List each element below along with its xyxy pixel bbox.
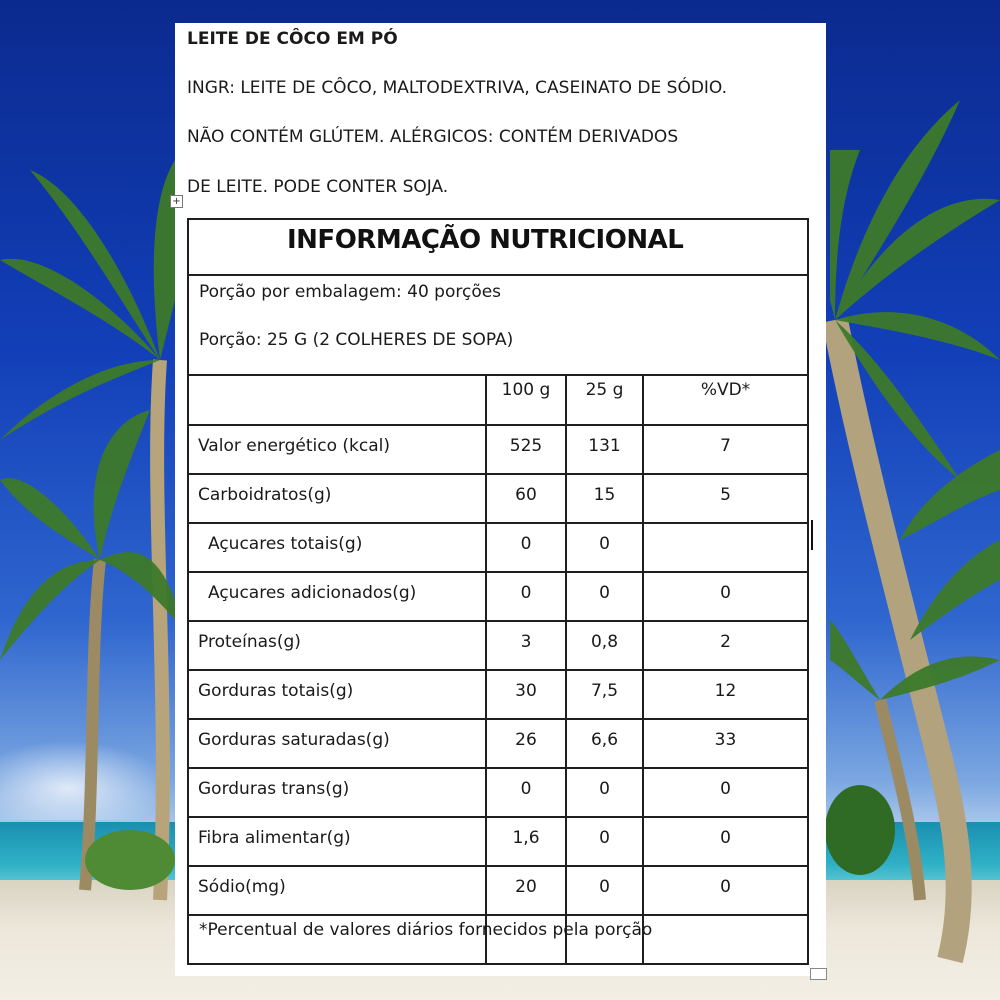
nutrition-title: INFORMAÇÃO NUTRICIONAL: [287, 225, 684, 255]
nutrient-name: Carboidratos(g): [189, 474, 486, 523]
nutrient-grid: [189, 376, 807, 965]
nutrient-name: Gorduras totais(g): [189, 670, 486, 719]
nutrient-name: Proteínas(g): [189, 621, 486, 670]
table-row: [189, 572, 807, 621]
table-row: [189, 719, 807, 768]
value-vd: 12: [643, 670, 807, 719]
value-vd: 0: [643, 817, 807, 866]
nutrient-name: Gorduras saturadas(g): [189, 719, 486, 768]
value-25g: 0: [566, 866, 643, 915]
value-vd: [643, 523, 807, 572]
value-vd: 0: [643, 572, 807, 621]
value-100g: 30: [486, 670, 566, 719]
portion-info: [189, 276, 807, 376]
table-row: [189, 768, 807, 817]
value-100g: 20: [486, 866, 566, 915]
value-vd: 5: [643, 474, 807, 523]
value-100g: 1,6: [486, 817, 566, 866]
nutrient-name: Valor energético (kcal): [189, 425, 486, 474]
value-100g: 525: [486, 425, 566, 474]
serving-size: Porção: 25 G (2 COLHERES DE SOPA): [199, 330, 514, 350]
value-vd: 33: [643, 719, 807, 768]
allergens-line-1: NÃO CONTÉM GLÚTEM. ALÉRGICOS: CONTÉM DERIVADOS: [187, 127, 679, 147]
value-25g: 7,5: [566, 670, 643, 719]
move-handle-icon[interactable]: +: [170, 195, 183, 208]
table-row: [189, 670, 807, 719]
table-row: [189, 621, 807, 670]
value-100g: 0: [486, 523, 566, 572]
column-header-vd: %VD*: [643, 376, 807, 425]
value-vd: 7: [643, 425, 807, 474]
ingredients-text: INGR: LEITE DE CÔCO, MALTODEXTRIVA, CASEINATO DE SÓDIO.: [187, 78, 728, 98]
nutrient-name: Gorduras trans(g): [189, 768, 486, 817]
value-100g: 26: [486, 719, 566, 768]
value-25g: 0: [566, 523, 643, 572]
value-100g: 0: [486, 572, 566, 621]
value-25g: 0: [566, 572, 643, 621]
table-row: [189, 866, 807, 915]
table-row: [189, 474, 807, 523]
value-vd: 0: [643, 866, 807, 915]
column-header-100g: 100 g: [486, 376, 566, 425]
value-25g: 15: [566, 474, 643, 523]
nutrient-name: Açucares adicionados(g): [189, 572, 486, 621]
value-25g: 0,8: [566, 621, 643, 670]
value-25g: 0: [566, 817, 643, 866]
value-25g: 6,6: [566, 719, 643, 768]
nutrient-name: Sódio(mg): [189, 866, 486, 915]
column-header-nutrient: [189, 376, 486, 425]
footnote: *Percentual de valores diários fornecidos pela porção: [199, 920, 653, 940]
nutrition-header: [189, 220, 807, 276]
text-cursor: [811, 520, 813, 550]
value-vd: 2: [643, 621, 807, 670]
allergens-line-2: DE LEITE. PODE CONTER SOJA.: [187, 177, 449, 197]
column-header-25g: 25 g: [566, 376, 643, 425]
table-row: [189, 817, 807, 866]
resize-handle-icon[interactable]: [810, 968, 827, 980]
servings-per-package: Porção por embalagem: 40 porções: [199, 282, 502, 302]
value-100g: 60: [486, 474, 566, 523]
value-25g: 0: [566, 768, 643, 817]
nutrient-name: Fibra alimentar(g): [189, 817, 486, 866]
nutrition-table: [187, 218, 809, 965]
value-vd: 0: [643, 768, 807, 817]
value-100g: 3: [486, 621, 566, 670]
product-name: LEITE DE CÔCO EM PÓ: [187, 29, 398, 49]
column-header-row: [189, 376, 807, 425]
nutrient-name: Açucares totais(g): [189, 523, 486, 572]
value-100g: 0: [486, 768, 566, 817]
table-row: [189, 523, 807, 572]
value-25g: 131: [566, 425, 643, 474]
footnote-row: [189, 915, 807, 963]
table-row: [189, 425, 807, 474]
